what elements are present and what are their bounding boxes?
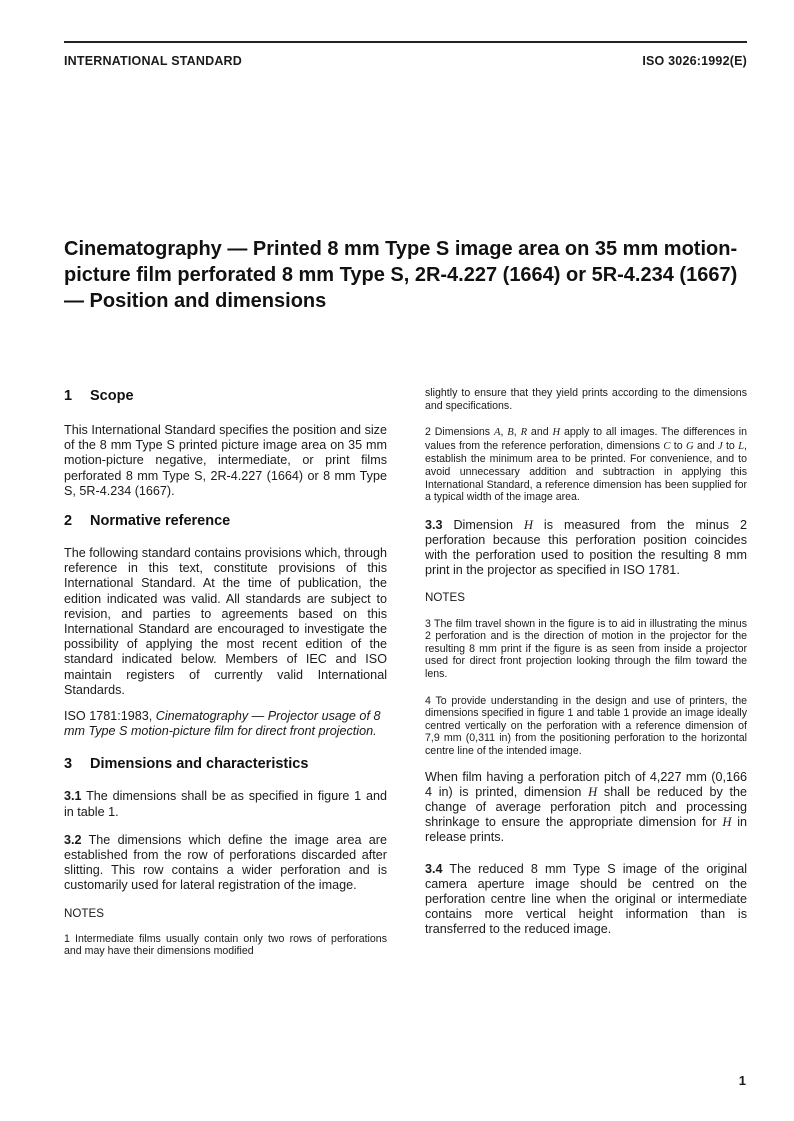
notes-label: NOTES <box>425 590 465 604</box>
section-number: 1 <box>64 388 73 404</box>
document-type-label: INTERNATIONAL STANDARD <box>64 54 243 68</box>
clause-number: 3.1 <box>64 789 82 804</box>
reference-title: Cinematography — Projector usage of 8 mm Type S motion-picture film for direct front projection. <box>64 709 381 739</box>
note-2: 2 Dimensions A, B, R and H apply to all images. The differences in values from the reference perforation, dimensions C to G and J to L, establish the minimum area to be printed. For convenience, and to avoid unnecessary addition and subtraction in applying this International Standard, a reference dimension has been supplied for a typical width of the image area. <box>425 426 748 504</box>
notes-label: NOTES <box>64 906 104 920</box>
page-number: 1 <box>738 1073 746 1088</box>
section-number: 3 <box>64 756 73 773</box>
clause-3-1 <box>64 789 387 819</box>
right-column <box>425 387 747 938</box>
document-number-label: ISO 3026:1992(E) <box>642 54 747 68</box>
normative-reference <box>64 709 387 739</box>
scope-paragraph: This International Standard specifies the position and size of the 8 mm Type S printed picture image area on 35 mm motion-picture negative, intermediate, or print films perforated 8 mm Type S, 2R-4.227 (1664) or 8 mm Type S, 5R-4.234 (1667). <box>64 423 387 498</box>
clause-text: The dimensions shall be as specified in figure 1 and in table 1. <box>64 789 387 819</box>
section-dimensions-heading <box>64 756 387 772</box>
pitch-paragraph: When film having a perforation pitch of 4,227 mm (0,166 4 in) is printed, dimension H shall be reduced by the change of average perforation pitch and processing shrinkage to ensure the appropriate dimension for H in release prints. <box>425 769 747 845</box>
header-rule <box>64 41 747 43</box>
section-title: Dimensions and characteristics <box>90 756 309 773</box>
note-4: 4 To provide understanding in the design and use of printers, the dimensions specified in figure 1 and table 1 provide an image ideally centred vertically on the perforation with a reference dimension of 7,9 mm (0,311 in) from the positioning perforation to the horizontal centre line of the intended image. <box>425 694 747 757</box>
clause-text: The dimensions which define the image area are established from the row of perforations discarded after slitting. This row contains a wider perforation and is customarily used for lateral registration of the image. <box>64 832 387 893</box>
left-column <box>64 384 387 958</box>
clause-number: 3.3 <box>425 517 443 532</box>
clause-number: 3.2 <box>64 832 82 847</box>
clause-3-4 <box>425 862 747 938</box>
clause-3-3 <box>425 518 747 579</box>
section-normative-heading <box>64 513 387 529</box>
section-scope-heading <box>64 388 387 404</box>
reference-number: ISO 1781:1983, <box>64 709 153 724</box>
normative-paragraph: The following standard contains provisions which, through reference in this text, constitute provisions of this International Standard. At the time of publication, the edition indicated was valid. All standards are subject to revision, and parties to agreements based on this International Standard are encouraged to investigate the possibility of applying the most recent edition of the standard indicated below. Members of IEC and ISO maintain registers of currently valid International Standards. <box>64 546 387 697</box>
clause-3-2 <box>64 833 387 894</box>
clause-number: 3.4 <box>425 861 443 876</box>
clause-text: Dimension H is measured from the minus 2 perforation because this perforation position coincides with the perforation used to position the resulting 8 mm print in the projector as specified in ISO 1781. <box>425 517 747 578</box>
clause-text: The reduced 8 mm Type S image of the original camera aperture image should be centred on the perforation centre line when the original or intermediate contains more vertical height information than is transferred to the reduced image. <box>425 861 747 937</box>
note-3: 3 The film travel shown in the figure is to aid in illustrating the minus 2 perforation and is the direction of motion in the projector for the resulting 8 mm print if the figure is as seen from inside a projector used for direct front projection looking through the film toward the lens. <box>425 617 747 680</box>
note-1: 1 Intermediate films usually contain only two rows of perforations and may have their dimensions modified <box>64 932 387 958</box>
note-1-continued: slightly to ensure that they yield prints according to the dimensions and specifications. <box>425 387 747 412</box>
section-number: 2 <box>64 513 73 530</box>
section-title: Normative reference <box>90 513 231 530</box>
document-title: Cinematography — Printed 8 mm Type S image area on 35 mm motion-picture film perforated 8 mm Type S, 2R-4.227 (1664) or 5R-4.234 (1667) — Position and dimensions <box>64 238 738 312</box>
section-title: Scope <box>90 388 134 404</box>
